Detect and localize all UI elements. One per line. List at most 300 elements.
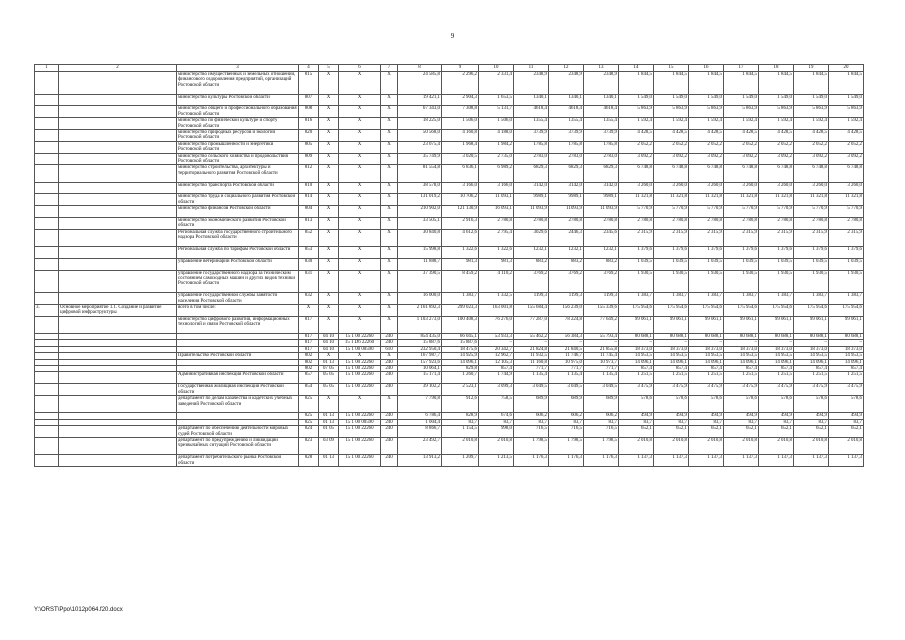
- amount-cell: 857,4: [619, 366, 654, 372]
- target-article: Х: [339, 270, 381, 293]
- amount-cell: 2 315,9: [619, 229, 654, 246]
- amount-cell: 1 930,5: [619, 270, 654, 293]
- amount-cell: 857,4: [829, 366, 864, 372]
- target-article: Х: [339, 353, 381, 359]
- grbs-code: 820: [299, 130, 319, 142]
- expense-type: 240: [381, 437, 398, 454]
- row-number: [35, 384, 59, 396]
- amount-cell: 1 383,7: [619, 293, 654, 305]
- column-number: 5: [319, 65, 339, 72]
- table-row: [35, 153, 864, 165]
- amount-cell: 1340,1: [514, 94, 549, 106]
- amount-cell: 77 649,2: [584, 316, 619, 333]
- amount-cell: 1 379,6: [689, 247, 724, 259]
- amount-cell: 1 251,5: [759, 372, 794, 384]
- target-article: Х: [339, 182, 381, 194]
- section-code: Х: [319, 305, 339, 317]
- amount-cell: 5 770,9: [724, 206, 759, 218]
- column-number: 10: [479, 65, 514, 72]
- target-article: Х: [339, 305, 381, 317]
- target-article: 15 1 00 22260: [339, 366, 381, 372]
- amount-cell: 1 383,7: [689, 293, 724, 305]
- amount-cell: 81 554,8: [398, 165, 442, 182]
- row-number: [35, 426, 59, 438]
- amount-cell: 1 251,5: [689, 372, 724, 384]
- amount-cell: 5 770,9: [794, 206, 829, 218]
- executor-name: департамент потребительского рынка Ростовской области: [177, 455, 299, 467]
- executor-name: министерство общего и профессионального образования Ростовской области: [178, 106, 297, 117]
- column-number: 3: [177, 65, 299, 72]
- executor-name: министерство имущественных и земельных отношений, финансового оздоровления предприятий, организаций Ростовской области: [177, 72, 299, 95]
- amount-cell: 175 954,6: [619, 305, 654, 317]
- amount-cell: 14 096,1: [689, 359, 724, 365]
- amount-cell: 689,9: [584, 396, 619, 413]
- expense-type: Х: [381, 218, 398, 230]
- amount-cell: 299 023,3: [442, 305, 479, 317]
- amount-cell: 857,4: [654, 366, 689, 372]
- amount-cell: 2 315,9: [794, 229, 829, 246]
- amount-cell: 2 735,0: [479, 153, 514, 165]
- amount-cell: 16 093,1: [479, 206, 514, 218]
- amount-cell: 80 688,1: [619, 334, 654, 340]
- amount-cell: 35 749,9: [398, 153, 442, 165]
- row-number: [35, 316, 59, 333]
- amount-cell: 2446,3: [549, 229, 584, 246]
- amount-cell: 1232,1: [549, 247, 584, 259]
- amount-cell: 14 096,1: [759, 359, 794, 365]
- section-code: Х: [319, 258, 339, 270]
- activity-name: [59, 437, 177, 454]
- amount-cell: 2 010,8: [794, 437, 829, 454]
- expense-type: Х: [381, 396, 398, 413]
- amount-cell: 1 592,4: [724, 118, 759, 130]
- amount-cell: 6 748,8: [689, 165, 724, 182]
- amount-cell: 21 840,5: [549, 346, 584, 352]
- amount-cell: 3 260,0: [654, 182, 689, 194]
- amount-cell: 758,5: [479, 396, 514, 413]
- amount-cell: 14 096,1: [829, 359, 864, 365]
- amount-cell: 3 475,9: [689, 384, 724, 396]
- grbs-code: 828: [299, 455, 319, 467]
- amount-cell: 210 902,0: [398, 206, 442, 218]
- amount-cell: 1 549,0: [654, 94, 689, 106]
- column-number: 18: [759, 65, 794, 72]
- amount-cell: 2 010,8: [724, 437, 759, 454]
- amount-cell: 2 010,8: [442, 437, 479, 454]
- executor-name: министерство экономического развития Ростовской области: [177, 218, 299, 230]
- amount-cell: 8 866,7: [398, 426, 442, 438]
- amount-cell: –: [654, 340, 689, 346]
- table-row: [35, 141, 864, 153]
- amount-cell: 6 748,8: [759, 165, 794, 182]
- amount-cell: 4618,4: [549, 106, 584, 118]
- amount-cell: 3 260,0: [724, 182, 759, 194]
- amount-cell: 2 780,8: [689, 218, 724, 230]
- table-row: [35, 130, 864, 142]
- amount-cell: 167 987,7: [398, 353, 442, 359]
- amount-cell: 6 748,8: [829, 165, 864, 182]
- row-number: [35, 247, 59, 259]
- table-row: [35, 293, 864, 305]
- expense-type: 240: [381, 419, 398, 425]
- executor-name: Государственная жилищная инспекция Ростовской области: [177, 384, 299, 396]
- amount-cell: 2 052,2: [654, 141, 689, 153]
- amount-cell: 14 096,1: [654, 359, 689, 365]
- amount-cell: 5 863,9: [689, 106, 724, 118]
- amount-cell: 1 383,7: [654, 293, 689, 305]
- expense-type: 240: [381, 384, 398, 396]
- amount-cell: 83,7: [549, 419, 584, 425]
- executor-name: департамент по предупреждению и ликвидации чрезвычайных ситуаций Ростовской области: [177, 437, 299, 454]
- amount-cell: 11 321,8: [724, 194, 759, 206]
- section-code: 01 13: [319, 359, 339, 365]
- row-number: [35, 218, 59, 230]
- table-row: [35, 72, 864, 95]
- activity-name: [59, 106, 177, 118]
- amount-cell: 578,6: [724, 396, 759, 413]
- amount-cell: 2 780,8: [479, 218, 514, 230]
- section-code: Х: [319, 118, 339, 130]
- amount-cell: 19 421,1: [398, 94, 442, 106]
- column-number: 16: [689, 65, 724, 72]
- grbs-code: Х: [299, 305, 319, 317]
- amount-cell: 2 052,2: [619, 141, 654, 153]
- amount-cell: 2 523,1: [442, 384, 479, 396]
- expense-type: Х: [381, 182, 398, 194]
- amount-cell: 1 039,5: [724, 258, 759, 270]
- amount-cell: 76 276,0: [479, 316, 514, 333]
- amount-cell: 23 492,7: [398, 437, 442, 454]
- amount-cell: 1 176,3: [514, 455, 549, 467]
- amount-cell: 80 688,1: [724, 334, 759, 340]
- amount-cell: 14 953,5: [654, 353, 689, 359]
- amount-cell: 7 790,8: [398, 396, 442, 413]
- amount-cell: 606,2: [514, 413, 549, 419]
- amount-cell: 1 383,7: [759, 293, 794, 305]
- amount-cell: 1355,4: [549, 118, 584, 130]
- expense-type: Х: [381, 165, 398, 182]
- expense-type: Х: [381, 141, 398, 153]
- amount-cell: –: [689, 340, 724, 346]
- expense-type: Х: [381, 94, 398, 106]
- amount-cell: 689,9: [514, 396, 549, 413]
- amount-cell: 11 093,9: [514, 206, 549, 218]
- column-number: 1: [35, 65, 59, 72]
- amount-cell: 1 653,5: [479, 94, 514, 106]
- amount-cell: 131 019,2: [398, 194, 442, 206]
- executor-name: министерство транспорта Ростовской области: [177, 182, 299, 194]
- activity-name: [59, 293, 177, 305]
- grbs-code: 809: [299, 153, 319, 165]
- amount-cell: 11 745,4: [584, 353, 619, 359]
- executor-name: Региональная служба государственного строительного надзора Ростовской области: [177, 229, 299, 246]
- section-code: Х: [319, 270, 339, 293]
- amount-cell: 2783,0: [549, 153, 584, 165]
- amount-cell: 2 052,2: [759, 141, 794, 153]
- amount-cell: 18 373,0: [794, 346, 829, 352]
- amount-cell: 1 251,5: [829, 372, 864, 384]
- amount-cell: 3 092,2: [619, 153, 654, 165]
- activity-name: [59, 316, 177, 333]
- table-row: [35, 270, 864, 293]
- amount-cell: 83,7: [759, 419, 794, 425]
- amount-cell: 3 475,9: [619, 384, 654, 396]
- target-article: Х: [339, 247, 381, 259]
- grbs-code: 802: [299, 353, 319, 359]
- amount-cell: 83,7: [584, 419, 619, 425]
- amount-cell: 80 688,1: [654, 334, 689, 340]
- amount-cell: 2783,0: [584, 153, 619, 165]
- amount-cell: 9989,1: [549, 194, 584, 206]
- amount-cell: 99 061,1: [724, 316, 759, 333]
- row-number: [35, 106, 59, 118]
- table-row: [35, 437, 864, 454]
- amount-cell: 13 913,2: [398, 455, 442, 467]
- amount-cell: 1 383,7: [794, 293, 829, 305]
- amount-cell: 30 840,8: [398, 229, 442, 246]
- budget-table: [34, 64, 864, 467]
- amount-cell: 2345,6: [584, 229, 619, 246]
- amount-cell: 2 780,8: [759, 218, 794, 230]
- expense-type: Х: [381, 130, 398, 142]
- grbs-code: 814: [299, 194, 319, 206]
- executor-name: министерство строительства, архитектуры и территориального развития Ростовской области: [177, 165, 299, 182]
- amount-cell: 716,5: [549, 426, 584, 438]
- amount-cell: 1 135,4: [514, 372, 549, 384]
- section-code: 01 05: [319, 426, 339, 438]
- column-number: 14: [619, 65, 654, 72]
- activity-name: [59, 130, 177, 142]
- column-number: 6: [339, 65, 381, 72]
- amount-cell: 2 780,8: [619, 218, 654, 230]
- amount-cell: –: [829, 340, 864, 346]
- amount-cell: 14 953,5: [794, 353, 829, 359]
- row-number: [35, 437, 59, 454]
- amount-cell: 18 373,0: [654, 346, 689, 352]
- amount-cell: 4 428,5: [724, 130, 759, 142]
- amount-cell: 1 592,4: [759, 118, 794, 130]
- amount-cell: 3 475,9: [829, 384, 864, 396]
- executor-name: министерство труда и социального развития Ростовской области: [177, 194, 299, 206]
- expense-type: 240: [381, 366, 398, 372]
- amount-cell: 83,7: [654, 419, 689, 425]
- amount-cell: 1 844,5: [654, 72, 689, 95]
- amount-cell: 1 798,5: [549, 437, 584, 454]
- amount-cell: 11 093,9: [584, 206, 619, 218]
- amount-cell: 23 075,4: [398, 141, 442, 153]
- amount-cell: 2348,9: [549, 72, 584, 95]
- amount-cell: 1232,1: [514, 247, 549, 259]
- section-code: Х: [319, 165, 339, 182]
- expense-type: Х: [381, 305, 398, 317]
- column-number: 7: [381, 65, 398, 72]
- amount-cell: 11 321,8: [654, 194, 689, 206]
- expense-type: 240: [381, 455, 398, 467]
- amount-cell: 3 260,0: [829, 182, 864, 194]
- grbs-code: 813: [299, 218, 319, 230]
- amount-cell: 2 010,8: [759, 437, 794, 454]
- executor-name: министерство по физической культуре и спорту Ростовской области: [177, 118, 299, 130]
- amount-cell: 5 131,7: [479, 106, 514, 118]
- section-code: Х: [319, 72, 339, 95]
- amount-cell: 3 475,9: [654, 384, 689, 396]
- table-row: [35, 94, 864, 106]
- target-article: 15 1 00 22260: [339, 455, 381, 467]
- amount-cell: 9989,1: [584, 194, 619, 206]
- expense-type: 240: [381, 334, 398, 340]
- amount-cell: 854 435,0: [398, 334, 442, 340]
- grbs-code: 832: [299, 293, 319, 305]
- expense-type: 240: [381, 372, 398, 384]
- amount-cell: 1 592,4: [654, 118, 689, 130]
- amount-cell: 5 863,9: [794, 106, 829, 118]
- amount-cell: 14 096,1: [619, 359, 654, 365]
- target-article: 15 1 00 22260: [339, 426, 381, 438]
- amount-cell: –: [759, 340, 794, 346]
- amount-cell: 4 428,5: [689, 130, 724, 142]
- amount-cell: 6829,3: [514, 165, 549, 182]
- amount-cell: 1 379,6: [724, 247, 759, 259]
- amount-cell: 1 039,5: [654, 258, 689, 270]
- amount-cell: 1785,8: [514, 141, 549, 153]
- amount-cell: 175 954,6: [794, 305, 829, 317]
- expense-type: 240: [381, 413, 398, 419]
- grbs-code: 817: [299, 346, 319, 352]
- target-article: 15 1 00 22260: [339, 334, 381, 340]
- amount-cell: 2780,8: [549, 218, 584, 230]
- amount-cell: 15 887,6: [442, 340, 479, 346]
- amount-cell: 3142,0: [549, 182, 584, 194]
- amount-cell: 83,7: [794, 419, 829, 425]
- amount-cell: 5 863,9: [654, 106, 689, 118]
- amount-cell: 4 428,5: [619, 130, 654, 142]
- section-code: Х: [319, 247, 339, 259]
- section-code: 01 13: [319, 455, 339, 467]
- amount-cell: 175 954,6: [689, 305, 724, 317]
- row-number: [35, 270, 59, 293]
- amount-cell: 2 010,8: [619, 437, 654, 454]
- amount-cell: 53 933,3: [479, 334, 514, 340]
- amount-cell: 1 137,3: [724, 455, 759, 467]
- section-code: 01 13: [319, 413, 339, 419]
- amount-cell: 5 863,9: [724, 106, 759, 118]
- amount-cell: 18 373,0: [829, 346, 864, 352]
- grbs-code: 857: [299, 372, 319, 384]
- amount-cell: 1 004,4: [398, 419, 442, 425]
- amount-cell: 1 984,2: [479, 141, 514, 153]
- page-number: 9: [450, 32, 455, 40]
- executor-name: управление государственного надзора за техническим состоянием самоходных машин и других видов техники Ростовской области: [177, 270, 299, 293]
- activity-name: Основное мероприятие 1.1. Создание и развитие цифровой инфраструктуры: [59, 305, 177, 317]
- amount-cell: 1 592,4: [794, 118, 829, 130]
- amount-cell: 2 904,3: [442, 94, 479, 106]
- target-article: 15 1 00 22260: [339, 437, 381, 454]
- column-number: 17: [724, 65, 759, 72]
- expense-type: Х: [381, 194, 398, 206]
- amount-cell: 771,7: [584, 366, 619, 372]
- amount-cell: 4 428,5: [794, 130, 829, 142]
- amount-cell: 652,1: [794, 426, 829, 438]
- amount-cell: 2 780,8: [724, 218, 759, 230]
- amount-cell: 1 135,4: [549, 372, 584, 384]
- amount-cell: 5 863,9: [619, 106, 654, 118]
- activity-name: [59, 118, 177, 130]
- row-number: [35, 396, 59, 413]
- table-row: [35, 106, 864, 118]
- amount-cell: 1355,4: [514, 118, 549, 130]
- amount-cell: 2780,8: [514, 218, 549, 230]
- amount-cell: 1 039,5: [689, 258, 724, 270]
- amount-cell: 2 795,4: [479, 229, 514, 246]
- amount-cell: 4 428,5: [759, 130, 794, 142]
- amount-cell: 10 706,2: [442, 194, 479, 206]
- amount-cell: 578,6: [654, 396, 689, 413]
- activity-name: [59, 396, 177, 413]
- amount-cell: 1232,1: [584, 247, 619, 259]
- amount-cell: 2 296,2: [442, 72, 479, 95]
- row-number: [35, 455, 59, 467]
- target-article: Х: [339, 316, 381, 333]
- amount-cell: 1 592,4: [689, 118, 724, 130]
- amount-cell: 2 052,2: [689, 141, 724, 153]
- grbs-code: 853: [299, 247, 319, 259]
- column-number: 2: [59, 65, 177, 72]
- amount-cell: 14 925,9: [442, 353, 479, 359]
- amount-cell: 857,4: [689, 366, 724, 372]
- amount-cell: 2 780,8: [794, 218, 829, 230]
- amount-cell: 155 339,6: [584, 305, 619, 317]
- target-article: 15 1 00 22260: [339, 372, 381, 384]
- amount-cell: 1 383,7: [442, 293, 479, 305]
- amount-cell: 6829,3: [549, 165, 584, 182]
- amount-cell: 1 506,0: [442, 118, 479, 130]
- amount-cell: 1 844,5: [829, 72, 864, 95]
- amount-cell: 77 287,0: [514, 316, 549, 333]
- executor-name: управление государственной службы занятости населения Ростовской области: [177, 293, 299, 305]
- amount-cell: 10 064,1: [398, 366, 442, 372]
- amount-cell: 3 020,5: [442, 153, 479, 165]
- amount-cell: 883,2: [549, 258, 584, 270]
- amount-cell: 883,2: [514, 258, 549, 270]
- amount-cell: –: [514, 340, 549, 346]
- amount-cell: 3 092,2: [759, 153, 794, 165]
- amount-cell: 1 176,3: [549, 455, 584, 467]
- amount-cell: 1 103 273,0: [398, 316, 442, 333]
- amount-cell: –: [584, 340, 619, 346]
- section-code: 04 10: [319, 346, 339, 352]
- amount-cell: 3029,6: [514, 229, 549, 246]
- column-number: 11: [514, 65, 549, 72]
- activity-name: [59, 247, 177, 259]
- amount-cell: 3 260,0: [794, 182, 829, 194]
- grbs-code: 802: [299, 359, 319, 365]
- row-number: [35, 153, 59, 165]
- amount-cell: 2 315,9: [724, 229, 759, 246]
- section-code: Х: [319, 182, 339, 194]
- amount-cell: 3 260,0: [619, 182, 654, 194]
- target-article: Х: [339, 293, 381, 305]
- activity-name: [59, 218, 177, 230]
- activity-name: [59, 182, 177, 194]
- executor-name: министерство цифрового развития, информационных технологий и связи Ростовской области: [177, 316, 299, 333]
- amount-cell: 3769,2: [584, 270, 619, 293]
- amount-cell: 1 844,5: [619, 72, 654, 95]
- target-article: 15 1 D6 22260: [339, 340, 381, 346]
- amount-cell: 11 321,8: [829, 194, 864, 206]
- amount-cell: 5 770,9: [829, 206, 864, 218]
- amount-cell: 2 010,8: [479, 437, 514, 454]
- amount-cell: 828,9: [442, 413, 479, 419]
